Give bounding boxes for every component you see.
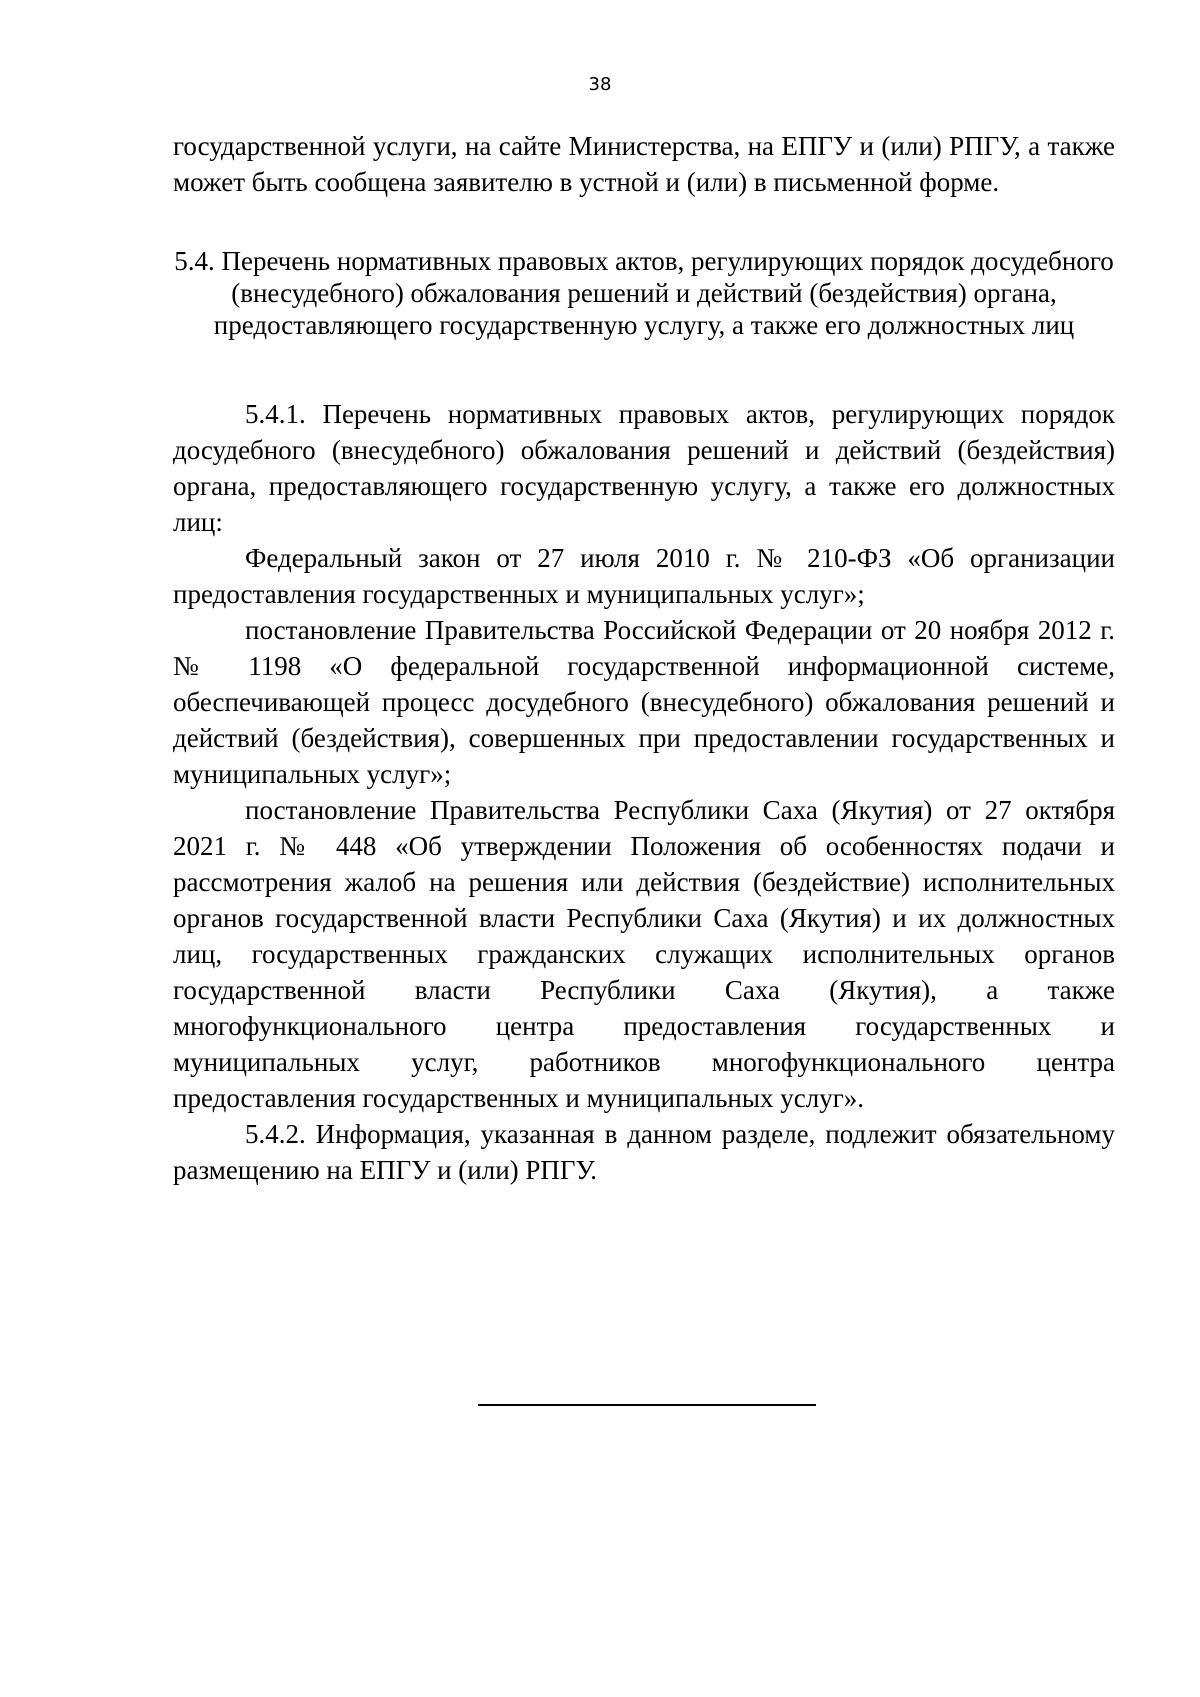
paragraph-government-resolution-yakutia: постановление Правительства Республики Саха (Якутия) от 27 октября 2021 г. № 448 «Об утверждении Положения об особенностях подачи и рассмотрения жалоб на решения или действия (бездействие) исполнительных органов государственной власти Республики Саха (Якутия) и их должностных лиц, государственных гражданских служащих исполнительных органов государственной власти Республики Саха (Якутия), а также многофункционального центра предоставления государственных и муниципальных услуг, работников многофункционального центра предоставления государственных и муниципальных услуг».: [173, 795, 1115, 1113]
section-heading: 5.4. Перечень нормативных правовых актов, регулирующих порядок досудебного (внесудебного) обжалования решений и действий (бездействия) органа, предоставляющего государственную услугу, а также его должностных лиц: [174, 246, 1114, 340]
section-body: [173, 396, 1115, 1188]
paragraph-government-resolution-rf: постановление Правительства Российской Федерации от 20 ноября 2012 г. № 1198 «О федеральной государственной информационной системе, обеспечивающей процесс досудебного (внесудебного) обжалования решений и действий (бездействия), совершенных при предоставлении государственных и муниципальных услуг»;: [173, 615, 1115, 789]
paragraph-federal-law: Федеральный закон от 27 июля 2010 г. № 210-ФЗ «Об организации предоставления государственных и муниципальных услуг»;: [173, 543, 1115, 609]
paragraph-5-4-2: 5.4.2. Информация, указанная в данном разделе, подлежит обязательному размещению на ЕПГУ и (или) РПГУ.: [173, 1119, 1115, 1185]
intro-paragraph: [173, 128, 1115, 200]
paragraph-5-4-1: 5.4.1. Перечень нормативных правовых актов, регулирующих порядок досудебного (внесудебного) обжалования решений и действий (бездействия) органа, предоставляющего государственную услугу, а также его должностных лиц:: [173, 399, 1115, 537]
intro-text: государственной услуги, на сайте Министерства, на ЕПГУ и (или) РПГУ, а также может быть сообщена заявителю в устной и (или) в письменной форме.: [173, 131, 1115, 197]
page-number: 38: [588, 74, 612, 95]
end-separator-line: [478, 1404, 816, 1406]
